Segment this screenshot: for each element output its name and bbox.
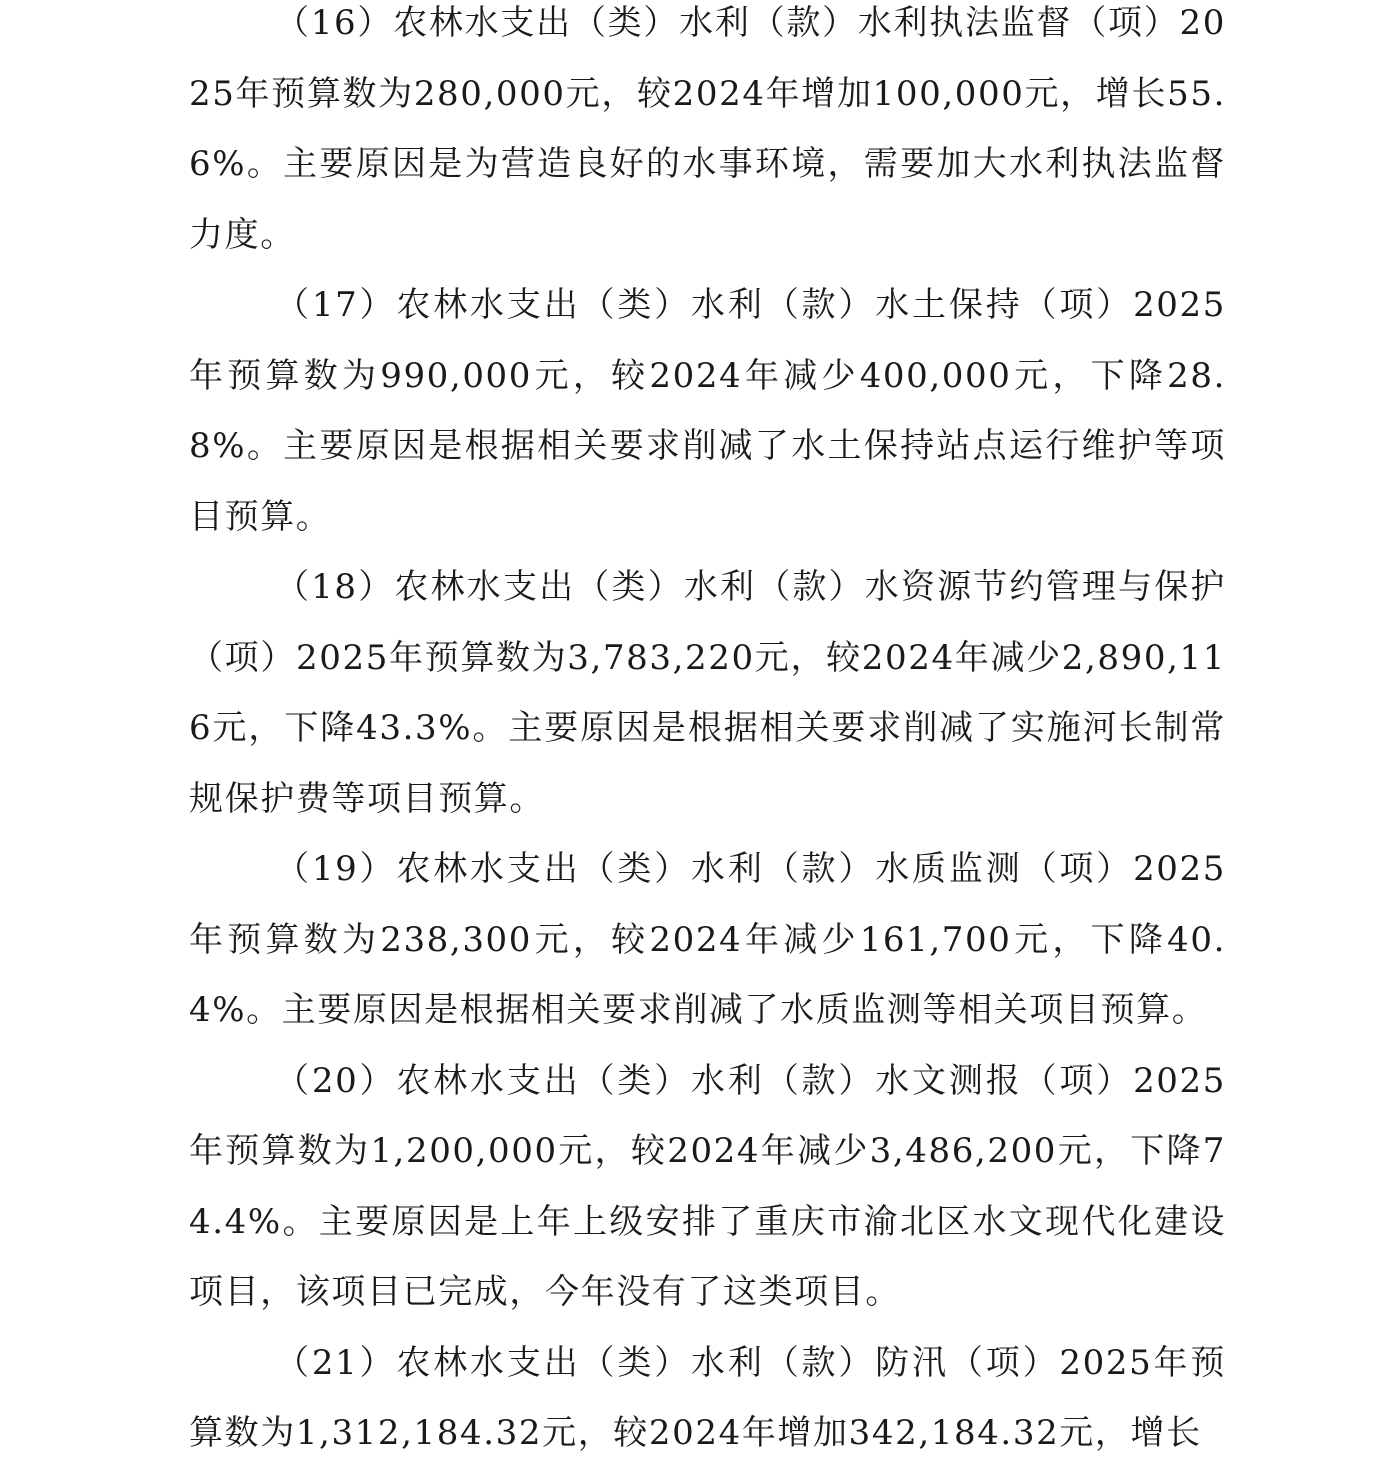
paragraph-21: （21）农林水支出（类）水利（款）防汛（项）2025年预算数为1,312,184.32元，较2024年增加342,184.32元，增长 — [189, 1342, 1226, 1453]
paragraph-20: （20）农林水支出（类）水利（款）水文测报（项）2025年预算数为1,200,000元，较2024年减少3,486,200元，下降74.4%。主要原因是上年上级安排了重庆市渝北区水文现代化建设项目，该项目已完成，今年没有了这类项目。 — [189, 1060, 1226, 1312]
paragraph-17: （17）农林水支出（类）水利（款）水土保持（项）2025年预算数为990,000元，较2024年减少400,000元，下降28.8%。主要原因是根据相关要求削减了水土保持站点运行维护等项目预算。 — [189, 285, 1226, 537]
document-page — [189, 0, 1226, 1458]
paragraph-19: （19）农林水支出（类）水利（款）水质监测（项）2025年预算数为238,300元，较2024年减少161,700元，下降40.4%。主要原因是根据相关要求削减了水质监测等相关项目预算。 — [189, 849, 1226, 1030]
paragraph-18: （18）农林水支出（类）水利（款）水资源节约管理与保护（项）2025年预算数为3,783,220元，较2024年减少2,890,116元，下降43.3%。主要原因是根据相关要求削减了实施河长制常规保护费等项目预算。 — [189, 567, 1226, 819]
paragraph-16: （16）农林水支出（类）水利（款）水利执法监督（项）2025年预算数为280,000元，较2024年增加100,000元，增长55.6%。主要原因是为营造良好的水事环境，需要加大水利执法监督力度。 — [189, 3, 1226, 255]
